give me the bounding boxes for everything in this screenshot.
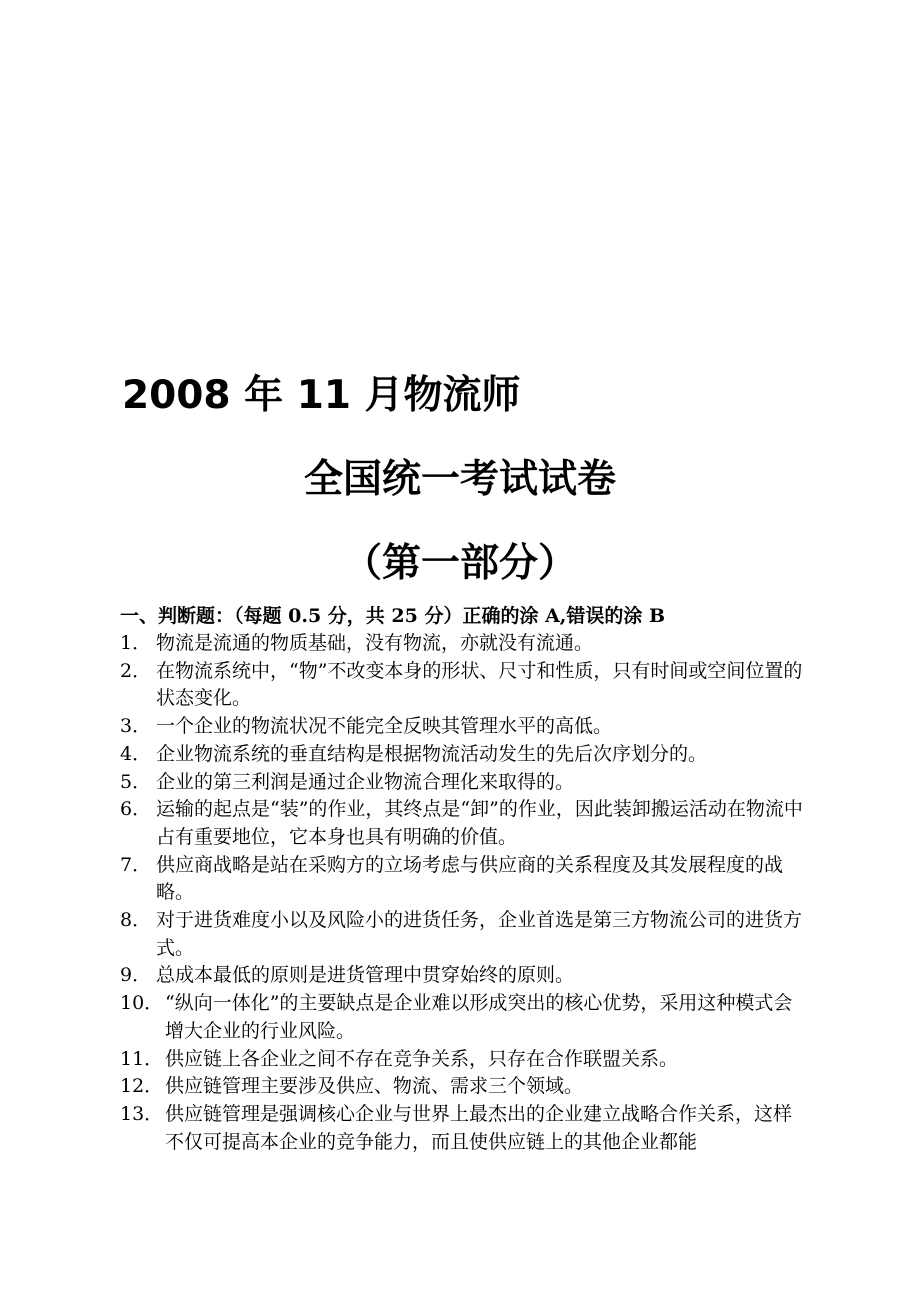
question-number: 13． [120, 1102, 164, 1125]
question-text: 供应链上各企业之间不存在竞争关系，只存在合作联盟关系。 [165, 1047, 679, 1070]
question-text: 物流是流通的物质基础，没有物流，亦就没有流通。 [156, 632, 594, 654]
question-item [120, 796, 810, 851]
question-item [120, 630, 810, 658]
question-text: 供应链管理主要涉及供应、物流、需求三个领域。 [165, 1075, 584, 1098]
question-number: 1． [120, 632, 152, 654]
question-number: 12． [120, 1075, 164, 1098]
question-text: 对于进货难度小以及风险小的进货任务，企业首选是第三方物流公司的进货方式。 [156, 909, 803, 959]
question-item [120, 990, 810, 1045]
question-text: 运输的起点是“装”的作业，其终点是“卸”的作业，因此装卸搬运活动在物流中占有重要地位，它本身也具有明确的价值。 [156, 798, 803, 848]
question-number: 2． [120, 659, 152, 682]
question-item [120, 1073, 810, 1101]
question-number: 7． [120, 853, 152, 876]
question-list [120, 630, 810, 1156]
question-number: 11． [120, 1047, 164, 1070]
question-number: 9． [120, 964, 152, 987]
section-heading: 一、判断题：（每题 0.5 分，共 25 分）正确的涂 A,错误的涂 B [120, 605, 666, 627]
title-line-3: （第一部分） [342, 541, 577, 586]
question-number: 5． [120, 770, 152, 793]
question-item [120, 1046, 810, 1074]
question-text: 供应商战略是站在采购方的立场考虑与供应商的关系程度及其发展程度的战略。 [156, 853, 784, 904]
question-number: 6． [120, 798, 152, 821]
question-text: 一个企业的物流状况不能完全反映其管理水平的高低。 [156, 715, 613, 738]
question-item [120, 741, 810, 769]
question-number: 10． [120, 992, 164, 1015]
title-line-2: 全国统一考试试卷 [303, 457, 616, 502]
question-item [120, 1101, 810, 1156]
question-number: 8． [120, 909, 152, 932]
question-item [120, 658, 810, 713]
question-text: 供应链管理是强调核心企业与世界上最杰出的企业建立战略合作关系，这样不仅可提高本企业的竞争能力，而且使供应链上的其他企业都能 [165, 1102, 793, 1153]
question-item [120, 713, 810, 741]
question-number: 4． [120, 742, 152, 765]
question-item [120, 852, 810, 907]
title-line-1: 2008 年 11 月物流师 [122, 373, 521, 418]
question-item [120, 769, 810, 797]
question-text: 企业的第三利润是通过企业物流合理化来取得的。 [156, 770, 575, 793]
question-text: 总成本最低的原则是进货管理中贯穿始终的原则。 [156, 964, 575, 987]
question-text: 企业物流系统的垂直结构是根据物流活动发生的先后次序划分的。 [156, 742, 708, 765]
question-number: 3． [120, 715, 152, 738]
question-text: “纵向一体化”的主要缺点是企业难以形成突出的核心优势，采用这种模式会增大企业的行业风险。 [165, 992, 793, 1042]
question-item [120, 907, 810, 962]
question-text: 在物流系统中，“物”不改变本身的形状、尺寸和性质，只有时间或空间位置的状态变化。 [156, 659, 803, 710]
question-item [120, 962, 810, 990]
